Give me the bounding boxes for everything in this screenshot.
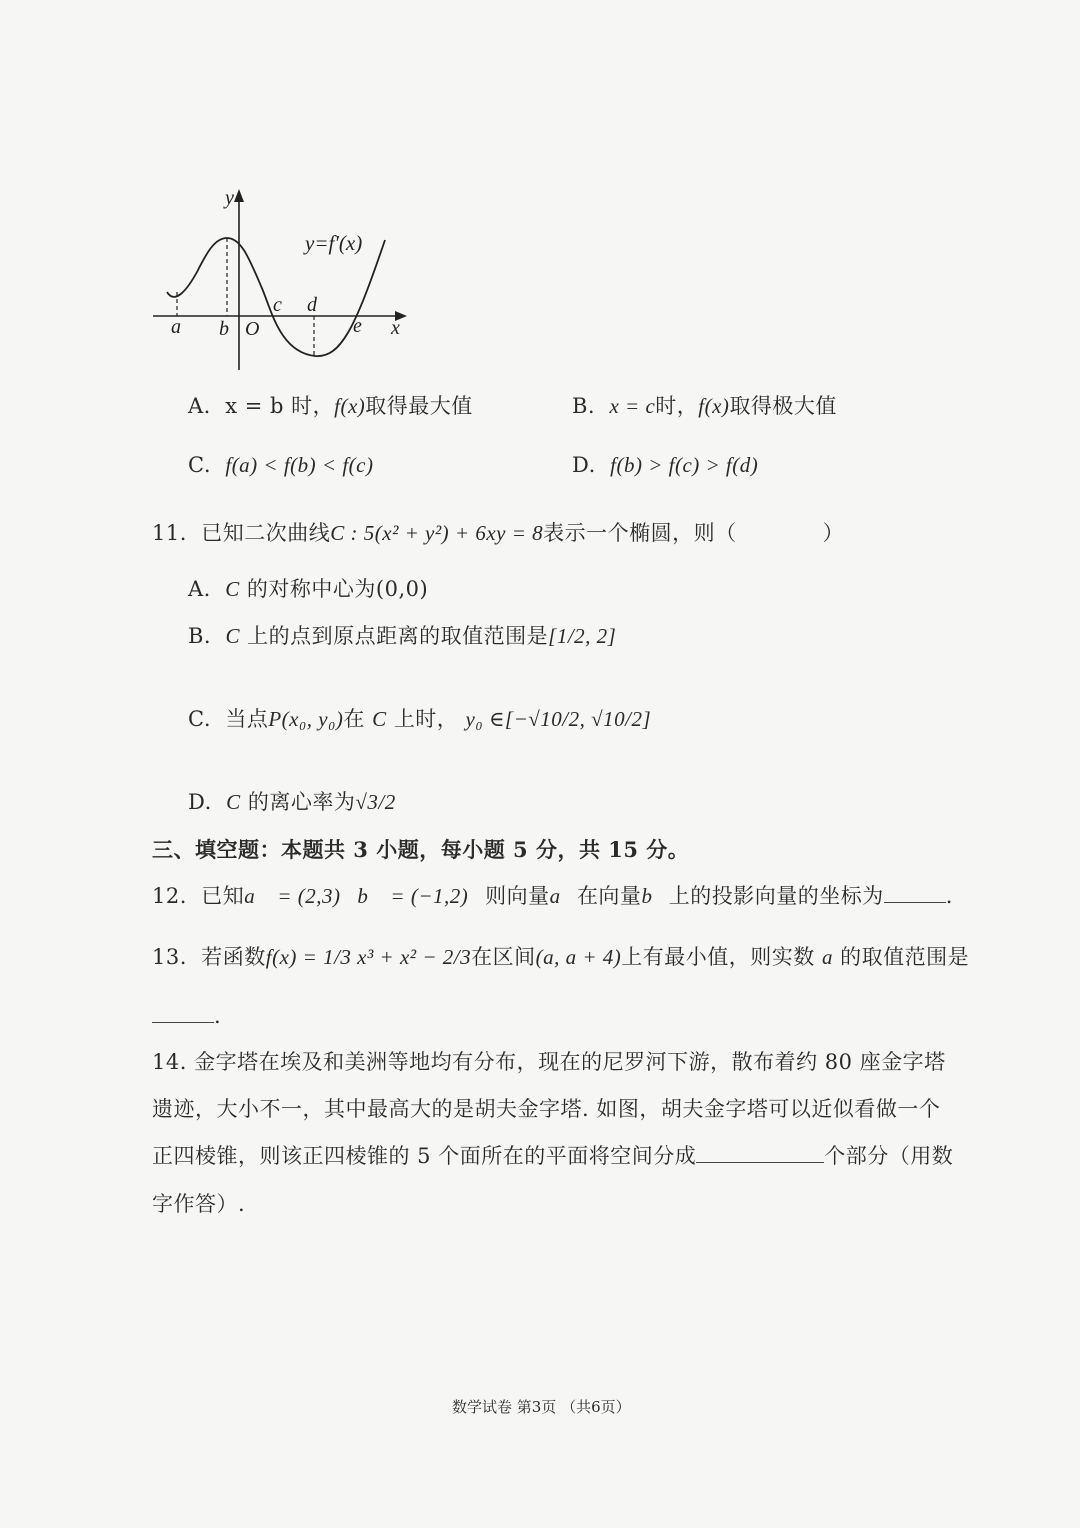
option-a-text-end: 取得最大值	[365, 394, 473, 418]
option-c-text-2: 在	[343, 707, 365, 731]
q10-option-a	[188, 390, 473, 420]
q14-line-2: 遗迹，大小不一，其中最高大的是胡夫金字塔. 如图，胡夫金字塔可以近似看做一个	[152, 1097, 941, 1121]
vector-b: b⃗ = (−1,2)，	[357, 884, 486, 908]
option-c-interval: [−√10/2, √10/2]	[504, 707, 652, 731]
origin-label: O	[245, 318, 260, 340]
point-e-label: e	[353, 315, 362, 337]
q14-line-1: 14. 金字塔在埃及和美洲等地均有分布，现在的尼罗河下游，散布着约 80 座金字塔	[152, 1050, 946, 1074]
point-p: P(x₀, y₀)	[268, 707, 344, 731]
vector-a-symbol: a⃗	[549, 884, 577, 908]
q11-stem	[152, 517, 844, 547]
point-b-label: b	[219, 318, 229, 340]
q11-stem-text: 已知二次曲线	[201, 521, 331, 545]
option-b-text-end: 取得极大值	[729, 394, 837, 418]
q14-line-4: 字作答）.	[152, 1192, 246, 1216]
vector-a: a⃗ = (2,3)，	[244, 884, 358, 908]
curve-symbol: C	[225, 577, 240, 601]
option-letter: A.	[188, 394, 211, 418]
option-b-math: x = c	[609, 394, 656, 418]
q13	[152, 941, 969, 971]
q11-option-c	[188, 703, 651, 733]
q12-text-2: 则向量	[485, 884, 550, 908]
option-a-text: 的对称中心为(0,0)	[246, 577, 429, 601]
option-d-text: 的离心率为	[247, 790, 356, 814]
q11-option-a	[188, 573, 428, 603]
option-c-math: f(a) < f(b) < f(c)	[225, 453, 374, 477]
option-letter: B.	[188, 624, 212, 648]
q11-equation: C : 5(x² + y²) + 6xy = 8	[330, 521, 544, 545]
option-c-text: 当点	[225, 707, 269, 731]
question-number: 12.	[152, 884, 187, 908]
q13-end: .	[214, 1004, 222, 1028]
answer-blank[interactable]	[696, 1162, 824, 1163]
q12-text-4: 上的投影向量的坐标为	[668, 884, 884, 908]
x-axis-label: x	[391, 317, 400, 339]
option-letter: C.	[188, 453, 211, 477]
q13-text-3: 上有最小值，则实数	[621, 945, 815, 969]
var-a: a	[821, 945, 833, 969]
option-a-text: x = b 时，	[225, 394, 335, 418]
option-b-text: 时，	[655, 394, 699, 418]
option-c-text-3: 上时，	[393, 707, 459, 731]
curve-label: y=f′(x)	[305, 231, 363, 255]
option-b-text: 上的点到原点距离的取值范围是	[247, 624, 549, 648]
curve-symbol: C	[226, 790, 241, 814]
q12-text: 已知	[201, 884, 245, 908]
q13-function: f(x) = 1/3 x³ + x² − 2/3	[265, 945, 472, 969]
curve-symbol: C	[225, 624, 240, 648]
eccentricity-value: √3/2	[355, 790, 396, 814]
q10-option-b	[572, 390, 837, 420]
option-d-math: f(b) > f(c) > f(d)	[610, 453, 759, 477]
q10-option-d	[572, 453, 758, 478]
y-axis-label: y	[225, 187, 234, 209]
option-letter: D.	[572, 453, 596, 477]
section-heading: 三、填空题：本题共 3 小题，每小题 5 分，共 15 分。	[152, 837, 690, 862]
q14-line-3-text: 正四棱锥，则该正四棱锥的 5 个面所在的平面将空间分成	[152, 1144, 697, 1168]
y-axis-arrow	[234, 189, 244, 202]
point-d-label: d	[307, 294, 317, 316]
q11-option-b	[188, 620, 616, 650]
option-b-interval: [1/2, 2]	[548, 624, 617, 648]
answer-blank[interactable]	[152, 1022, 214, 1023]
q12-text-3: 在向量	[576, 884, 642, 908]
q12	[152, 880, 953, 910]
q10-option-c	[188, 453, 373, 478]
q14-line-3	[152, 1140, 953, 1170]
point-c-label: c	[273, 294, 282, 316]
q13-text-4: 的取值范围是	[840, 945, 970, 969]
option-b-math-2: f(x)	[698, 394, 730, 418]
q12-end: .	[945, 884, 953, 908]
question-number: 13.	[152, 945, 187, 969]
page-footer: 数学试卷 第3页 （共6页）	[452, 1398, 631, 1416]
curve-symbol: C	[372, 707, 387, 731]
q13-text: 若函数	[201, 945, 266, 969]
option-letter: B.	[572, 394, 596, 418]
question-number: 11.	[152, 521, 187, 545]
option-letter: D.	[188, 790, 212, 814]
q13-text-2: 在区间	[471, 945, 536, 969]
point-a-label: a	[171, 316, 181, 338]
option-a-math: f(x)	[334, 394, 366, 418]
vector-b-symbol: b⃗	[641, 884, 669, 908]
q11-option-d	[188, 786, 396, 816]
option-letter: C.	[188, 707, 211, 731]
answer-blank[interactable]	[884, 902, 946, 903]
q13-interval: (a, a + 4)	[535, 945, 622, 969]
option-letter: A.	[188, 577, 211, 601]
derivative-graph	[145, 180, 425, 380]
y0-membership: y₀ ∈	[465, 707, 505, 731]
q14-line-3-end: 个部分（用数	[824, 1144, 954, 1168]
q13-answer-line	[152, 1004, 221, 1028]
q11-stem-end: 表示一个椭圆，则（ ）	[543, 521, 845, 545]
